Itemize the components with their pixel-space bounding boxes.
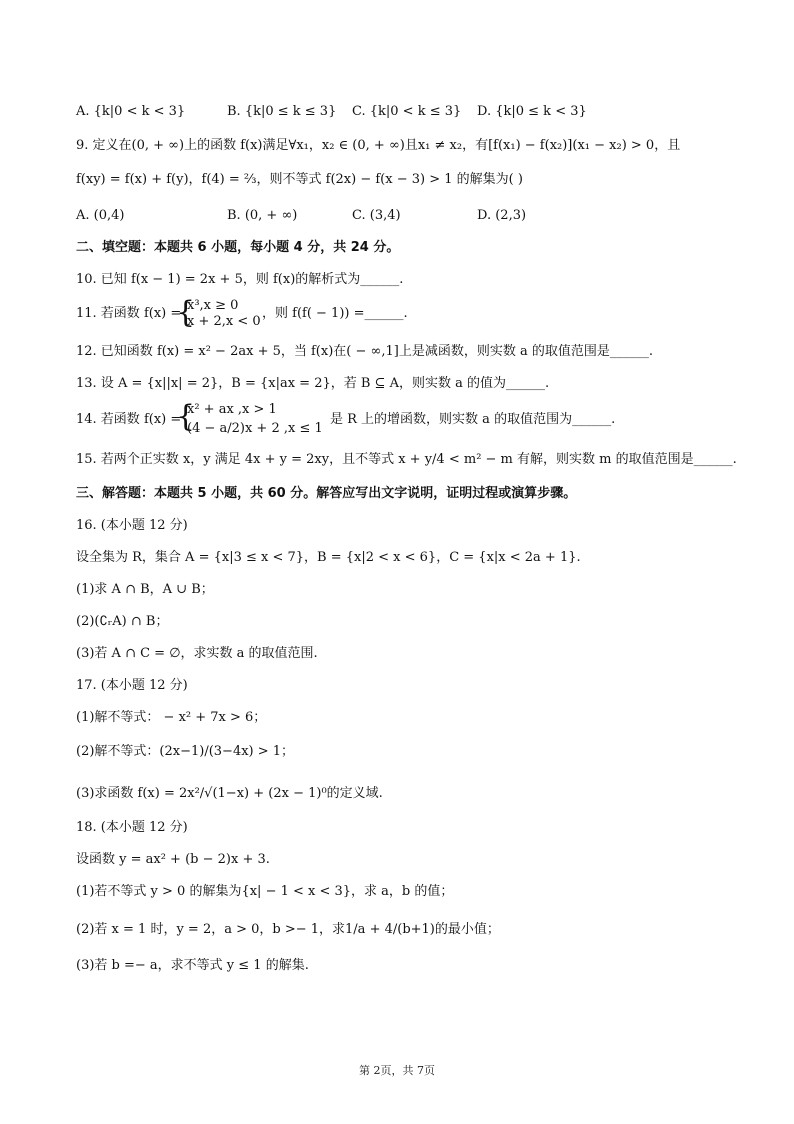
q11-suffix: ，则 f(f( − 1)) =______.: [262, 306, 408, 321]
q17-part-3: (3)求函数 f(x) = 2x²/√(1−x) + (2x − 1)⁰的定义域.: [76, 786, 383, 801]
q16-part-1: (1)求 A ∩ B，A ∪ B；: [76, 582, 214, 597]
q17-header: 17. (本小题 12 分): [76, 678, 188, 693]
q14-suffix: 是 R 上的增函数，则实数 a 的取值范围为______.: [330, 412, 616, 427]
q16-part-2: (2)(∁ᵣA) ∩ B；: [76, 614, 169, 629]
q11-case-1: x³,x ≥ 0: [187, 298, 239, 313]
q9-line-2: f(xy) = f(x) + f(y)，f(4) = ⅔，则不等式 f(2x) − f(x − 3) > 1 的解集为( ): [76, 172, 523, 187]
section-2-title: 二、填空题：本题共 6 小题，每小题 4 分，共 24 分。: [76, 240, 400, 255]
q11-prefix: 11. 若函数 f(x) =: [76, 306, 182, 321]
q16-stem: 设全集为 R，集合 A = {x|3 ≤ x < 7}，B = {x|2 < x < 6}，C = {x|x < 2a + 1}.: [76, 550, 581, 565]
q18-part-1: (1)若不等式 y > 0 的解集为{x| − 1 < x < 3}，求 a，b 的值；: [76, 884, 454, 899]
q13: 13. 设 A = {x||x| = 2}，B = {x|ax = 2}，若 B ⊆ A，则实数 a 的值为______.: [76, 376, 550, 391]
q14-brace: {: [176, 399, 196, 434]
q12: 12. 已知函数 f(x) = x² − 2ax + 5，当 f(x)在( − ∞,1]上是减函数，则实数 a 的取值范围是______.: [76, 344, 653, 359]
q8-option-a: A. {k|0 < k < 3}: [76, 104, 186, 119]
q18-part-2: (2)若 x = 1 时，y = 2，a > 0，b >− 1，求1/a + 4/(b+1)的最小值；: [76, 922, 500, 937]
q17-part-2: (2)解不等式：(2x−1)/(3−4x) > 1；: [76, 744, 295, 759]
q18-header: 18. (本小题 12 分): [76, 820, 188, 835]
q9-option-b: B. (0, + ∞): [227, 208, 298, 223]
page-footer: 第 2页，共 7页: [359, 1064, 435, 1077]
q9-option-d: D. (2,3): [477, 208, 527, 223]
q9-option-a: A. (0,4): [76, 208, 125, 223]
q11-brace: {: [176, 295, 196, 330]
q9-option-c: C. (3,4): [352, 208, 401, 223]
q8-option-b: B. {k|0 ≤ k ≤ 3}: [227, 104, 337, 119]
q9-line-1: 9. 定义在(0, + ∞)上的函数 f(x)满足∀x₁，x₂ ∈ (0, + ∞)且x₁ ≠ x₂，有[f(x₁) − f(x₂)](x₁ − x₂) > 0，且: [76, 138, 681, 153]
q14-case-2: (4 − a/2)x + 2 ,x ≤ 1: [187, 421, 323, 436]
q15: 15. 若两个正实数 x，y 满足 4x + y = 2xy，且不等式 x + y/4 < m² − m 有解，则实数 m 的取值范围是______.: [76, 452, 737, 467]
q8-option-d: D. {k|0 ≤ k < 3}: [477, 104, 587, 119]
q18-stem: 设函数 y = ax² + (b − 2)x + 3.: [76, 852, 270, 867]
q14-prefix: 14. 若函数 f(x) =: [76, 412, 182, 427]
q14-case-1: x² + ax ,x > 1: [187, 402, 277, 417]
q8-option-c: C. {k|0 < k ≤ 3}: [352, 104, 462, 119]
q16-part-3: (3)若 A ∩ C = ∅，求实数 a 的取值范围.: [76, 646, 318, 661]
q17-part-1: (1)解不等式： − x² + 7x > 6；: [76, 710, 267, 725]
q11-case-2: x + 2,x < 0: [187, 314, 261, 329]
q16-header: 16. (本小题 12 分): [76, 518, 188, 533]
q10: 10. 已知 f(x − 1) = 2x + 5，则 f(x)的解析式为______.: [76, 272, 404, 287]
q18-part-3: (3)若 b =− a，求不等式 y ≤ 1 的解集.: [76, 958, 309, 973]
section-3-title: 三、解答题：本题共 5 小题，共 60 分。解答应写出文字说明，证明过程或演算步骤。: [76, 486, 577, 501]
